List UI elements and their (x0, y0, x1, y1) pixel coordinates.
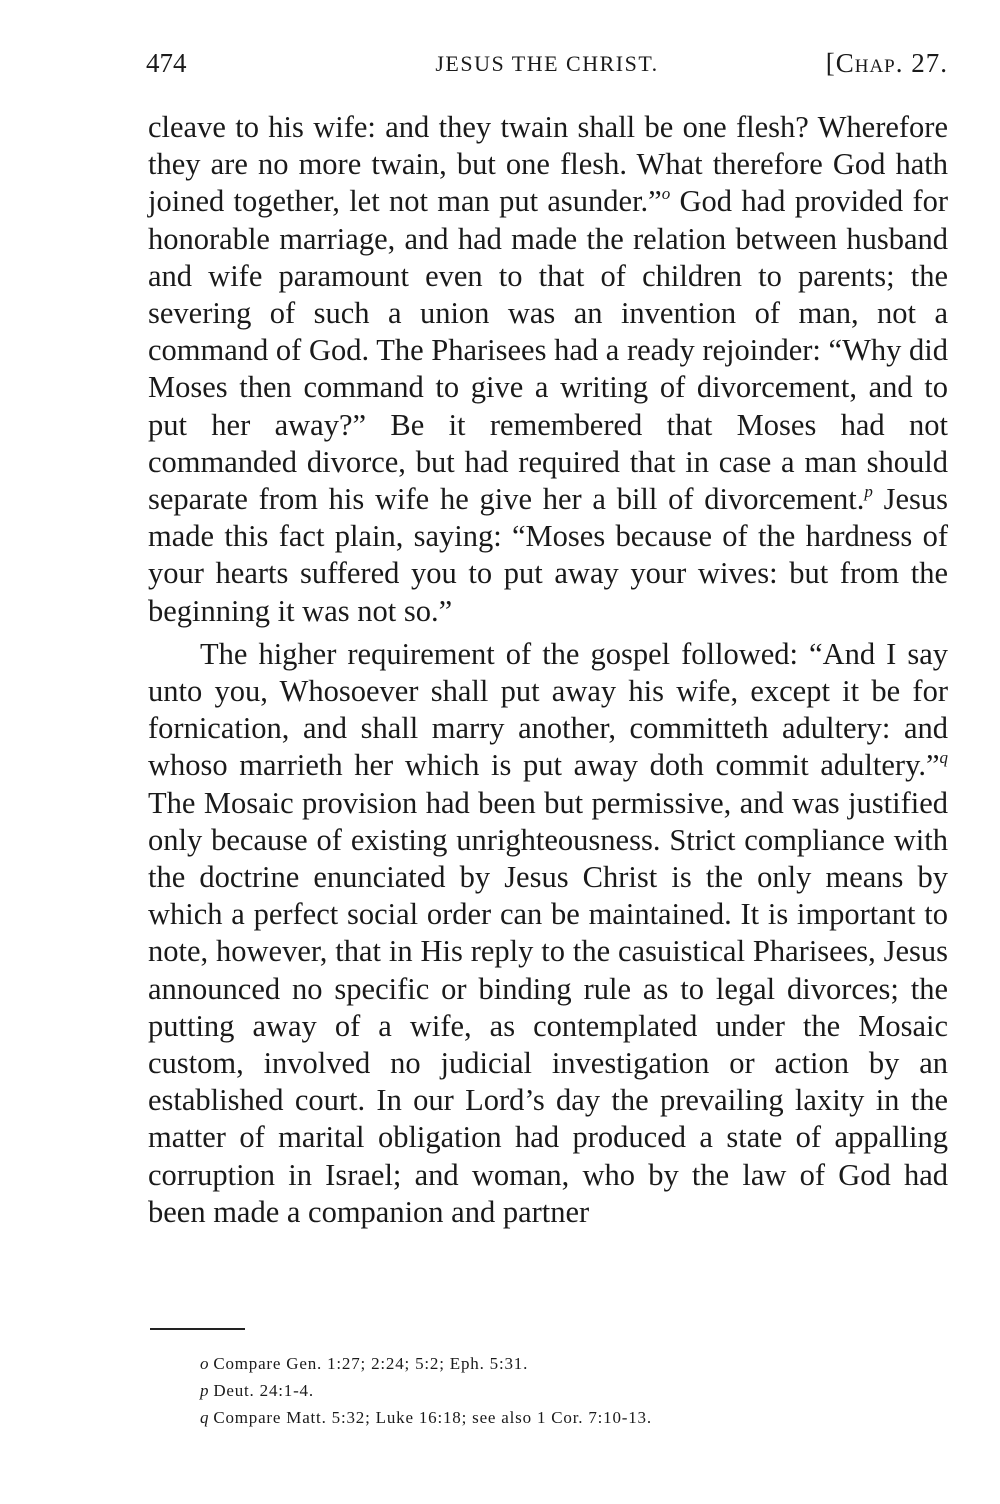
footnotes (200, 1350, 920, 1431)
paragraph (148, 636, 948, 1231)
paragraph (148, 109, 948, 630)
footnote-letter: p (200, 1381, 210, 1400)
text-run: God had provided for honorable marriage, and had made the relation between husband and wife paramount even to that of children to parents; the severing of such a union was an invention of man, not a command of God. The Pharisees had a ready rejoinder: “Why did Moses then command to give a writing of divorcement, and to put her away?” Be it remembered that Moses had not commanded divorce, but had required that in case a man should separate from his wife he give her a bill of divorcement. (148, 184, 949, 517)
page-number: 474 (146, 48, 187, 78)
body-text (148, 109, 948, 1231)
footnote-marker-o: o (661, 184, 671, 204)
footnote-text: Compare Matt. 5:32; Luke 16:18; see also 1 Cor. 7:10-13. (213, 1408, 652, 1427)
text-run: cleave to his wife: and they twain shall be one flesh? Wherefore they are no more twain, but one flesh. What therefore God hath joined together, let not man put asunder.” (148, 110, 948, 219)
footnote-letter: o (200, 1354, 210, 1373)
footnote-marker-p: p (864, 482, 873, 502)
footnote-letter: q (200, 1408, 210, 1427)
text-run: Jesus made this fact plain, saying: “Moses because of the hardness of your hearts suffered you to put away your wives: but from the beginning it was not so.” (148, 482, 948, 628)
footnote-divider (150, 1328, 245, 1330)
footnote-item (200, 1350, 920, 1377)
text-run: The Mosaic provision had been but permissive, and was justified only because of existing unrighteousness. Strict compliance with the doctrine enunciated by Jesus Christ is the only means by which a perfect social order can be maintained. It is important to note, however, that in His reply to the casuistical Pharisees, Jesus announced no specific or binding rule as to legal divorces; the putting away of a wife, as contemplated under the Mosaic custom, involved no judicial investigation or action by an established court. In our Lord’s day the prevailing laxity in the matter of marital obligation had produced a state of appalling corruption in Israel; and woman, who by the law of God had been made a companion and partner (148, 785, 948, 1229)
chapter-label: [Chap. 27. (825, 48, 948, 78)
footnote-text: Deut. 24:1-4. (213, 1381, 314, 1400)
footnote-text: Compare Gen. 1:27; 2:24; 5:2; Eph. 5:31. (213, 1354, 529, 1373)
footnote-marker-q: q (939, 748, 948, 768)
footnote-item (200, 1377, 920, 1404)
running-title: JESUS THE CHRIST. (435, 51, 659, 76)
page-header (146, 48, 948, 88)
text-run: The higher requirement of the gospel followed: “And I say unto you, Whosoever shall put away his wife, except it be for fornication, and shall marry another, committeth adultery: and whoso marrieth her which is put away doth commit adultery.” (148, 636, 948, 783)
footnote-item (200, 1404, 920, 1431)
